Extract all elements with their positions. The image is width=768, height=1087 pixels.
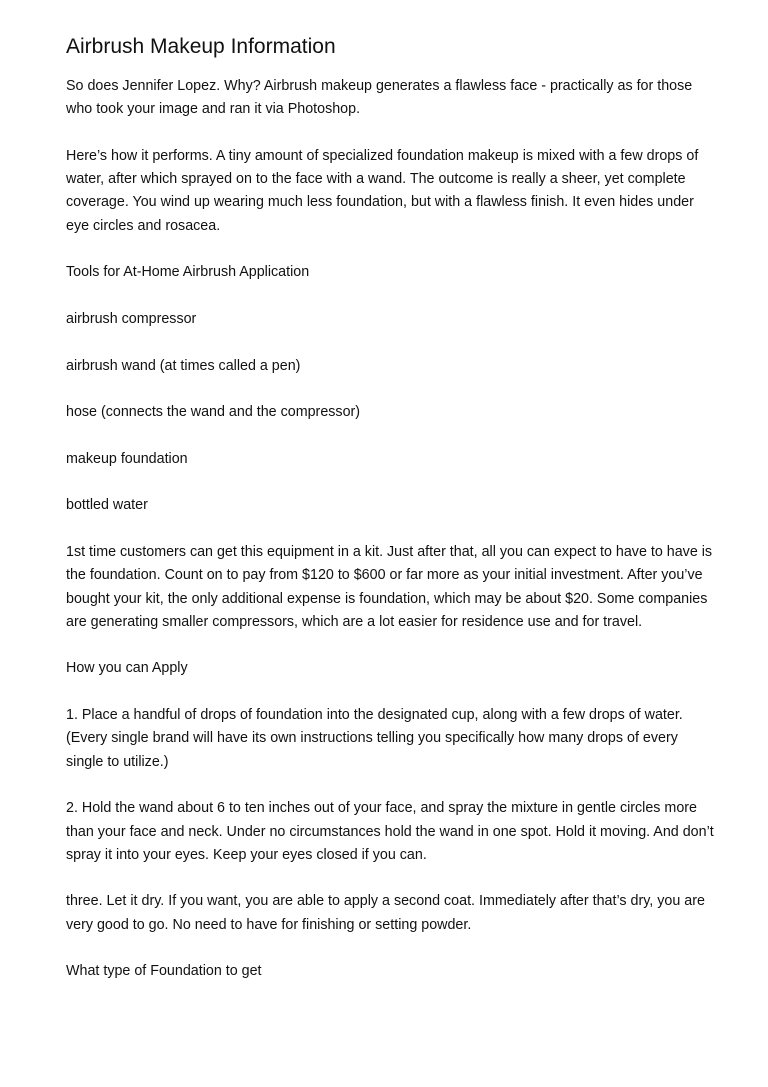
how-it-works-paragraph: Here’s how it performs. A tiny amount of specialized foundation makeup is mixed with a few drops of water, after which sprayed on to the face with a wand. The outcome is really a sheer, yet complete coverage. You wind up wearing much less foundation, but with a flawless finish. It even hides under eye circles and rosacea. bbox=[66, 147, 699, 234]
document-title: Airbrush Makeup Information bbox=[66, 35, 336, 58]
document-page bbox=[66, 30, 714, 1007]
tool-item-foundation: makeup foundation bbox=[66, 450, 188, 467]
tool-item-compressor: airbrush compressor bbox=[66, 310, 197, 327]
cost-paragraph: 1st time customers can get this equipment in a kit. Just after that, all you can expect to have to have is the foundation. Count on to pay from $120 to $600 or far more as your initial investment. After you’ve bought your kit, the only additional expense is foundation, which may be about $20. Some companies are generating smaller compressors, which are a lot easier for residence use and for travel. bbox=[66, 543, 713, 630]
apply-heading: How you can Apply bbox=[66, 660, 188, 677]
tool-item-wand: airbrush wand (at times called a pen) bbox=[66, 357, 301, 374]
tools-heading: Tools for At-Home Airbrush Application bbox=[66, 264, 310, 281]
step-two-paragraph: 2. Hold the wand about 6 to ten inches out of your face, and spray the mixture in gentle circles more than your face and neck. Under no circumstances hold the wand in one spot. Hold it moving. And don’t spray it into your eyes. Keep your eyes closed if you can. bbox=[66, 800, 714, 863]
tool-item-water: bottled water bbox=[66, 497, 148, 514]
step-one-paragraph: 1. Place a handful of drops of foundation into the designated cup, along with a few drops of water. (Every single brand will have its own instructions telling you specifically how many drops of every single to utilize.) bbox=[66, 707, 683, 770]
tool-item-hose: hose (connects the wand and the compressor) bbox=[66, 404, 361, 421]
intro-paragraph: So does Jennifer Lopez. Why? Airbrush makeup generates a flawless face - practically as for those who took your image and ran it via Photoshop. bbox=[66, 78, 693, 118]
step-three-paragraph: three. Let it dry. If you want, you are able to apply a second coat. Immediately after that’s dry, you are very good to go. No need to have for finishing or setting powder. bbox=[66, 893, 705, 933]
document-body bbox=[66, 75, 714, 984]
foundation-type-heading: What type of Foundation to get bbox=[66, 963, 262, 980]
